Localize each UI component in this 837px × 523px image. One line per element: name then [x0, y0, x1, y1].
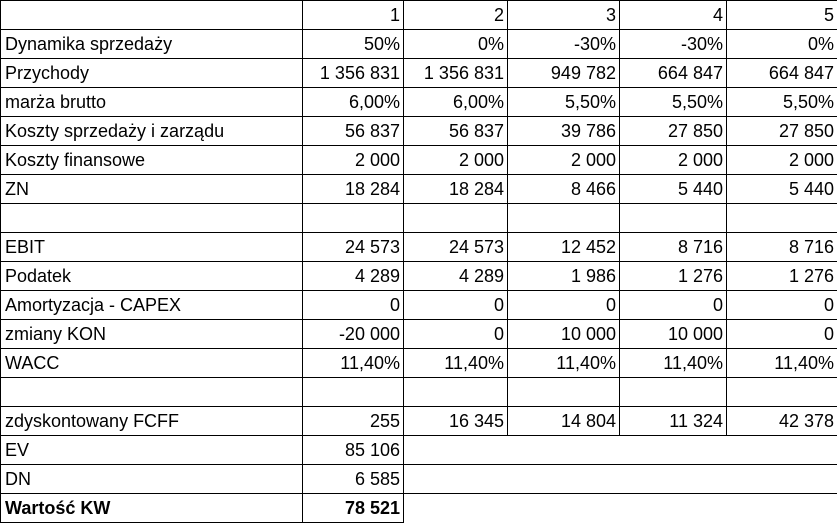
- value-cell[interactable]: 664 847: [727, 59, 837, 88]
- value-cell[interactable]: 12 452: [508, 233, 620, 262]
- value-cell[interactable]: 0: [404, 320, 508, 349]
- value-cell[interactable]: 2 000: [508, 146, 620, 175]
- row-label-cell[interactable]: Przychody: [1, 59, 303, 88]
- value-cell[interactable]: [303, 378, 404, 407]
- value-cell[interactable]: 5,50%: [620, 88, 727, 117]
- value-cell[interactable]: 0%: [727, 30, 837, 59]
- table-row: [1, 378, 837, 407]
- value-cell[interactable]: 8 716: [727, 233, 837, 262]
- value-cell[interactable]: -30%: [508, 30, 620, 59]
- value-cell[interactable]: 949 782: [508, 59, 620, 88]
- summary-row: [1, 436, 837, 465]
- table-row: [1, 407, 837, 436]
- row-label-cell[interactable]: marża brutto: [1, 88, 303, 117]
- row-label-cell[interactable]: zdyskontowany FCFF: [1, 407, 303, 436]
- table-row: [1, 175, 837, 204]
- table-row: [1, 233, 837, 262]
- value-cell[interactable]: [727, 204, 837, 233]
- summary-value-cell[interactable]: 78 521: [303, 494, 404, 523]
- period-header-cell[interactable]: 4: [620, 1, 727, 30]
- summary-value-cell[interactable]: 6 585: [303, 465, 404, 494]
- value-cell[interactable]: 56 837: [404, 117, 508, 146]
- row-label-cell[interactable]: [1, 204, 303, 233]
- table-row: [1, 30, 837, 59]
- value-cell[interactable]: 0: [620, 291, 727, 320]
- value-cell[interactable]: 5,50%: [727, 88, 837, 117]
- value-cell[interactable]: 11 324: [620, 407, 727, 436]
- value-cell[interactable]: 664 847: [620, 59, 727, 88]
- value-cell[interactable]: [404, 204, 508, 233]
- value-cell[interactable]: [620, 378, 727, 407]
- value-cell[interactable]: 0: [404, 291, 508, 320]
- value-cell[interactable]: 27 850: [620, 117, 727, 146]
- table-row: [1, 204, 837, 233]
- row-label-cell[interactable]: Koszty finansowe: [1, 146, 303, 175]
- value-cell[interactable]: 14 804: [508, 407, 620, 436]
- value-cell[interactable]: 1 276: [620, 262, 727, 291]
- value-cell[interactable]: 16 345: [404, 407, 508, 436]
- value-cell[interactable]: 2 000: [303, 146, 404, 175]
- value-cell[interactable]: 5 440: [727, 175, 837, 204]
- value-cell[interactable]: [303, 204, 404, 233]
- value-cell[interactable]: 0: [508, 291, 620, 320]
- empty-area: [404, 465, 837, 494]
- value-cell[interactable]: 0: [727, 291, 837, 320]
- period-header-cell[interactable]: 3: [508, 1, 620, 30]
- table-row: [1, 349, 837, 378]
- value-cell[interactable]: 11,40%: [727, 349, 837, 378]
- row-label-cell[interactable]: Amortyzacja - CAPEX: [1, 291, 303, 320]
- value-cell[interactable]: 8 466: [508, 175, 620, 204]
- value-cell[interactable]: 1 356 831: [404, 59, 508, 88]
- period-header-cell[interactable]: 2: [404, 1, 508, 30]
- row-label-cell[interactable]: [1, 378, 303, 407]
- value-cell[interactable]: 255: [303, 407, 404, 436]
- header-label-cell[interactable]: [1, 1, 303, 30]
- value-cell[interactable]: 0: [303, 291, 404, 320]
- summary-row: [1, 465, 837, 494]
- value-cell[interactable]: [620, 204, 727, 233]
- value-cell[interactable]: 11,40%: [508, 349, 620, 378]
- value-cell[interactable]: 8 716: [620, 233, 727, 262]
- row-label-cell[interactable]: ZN: [1, 175, 303, 204]
- value-cell[interactable]: [404, 378, 508, 407]
- row-label-cell[interactable]: zmiany KON: [1, 320, 303, 349]
- value-cell[interactable]: 11,40%: [404, 349, 508, 378]
- row-label-cell[interactable]: WACC: [1, 349, 303, 378]
- value-cell[interactable]: 4 289: [303, 262, 404, 291]
- value-cell[interactable]: 2 000: [727, 146, 837, 175]
- value-cell[interactable]: 10 000: [620, 320, 727, 349]
- value-cell[interactable]: 50%: [303, 30, 404, 59]
- value-cell[interactable]: 6,00%: [303, 88, 404, 117]
- value-cell[interactable]: 0%: [404, 30, 508, 59]
- value-cell[interactable]: 11,40%: [620, 349, 727, 378]
- value-cell[interactable]: 5 440: [620, 175, 727, 204]
- row-label-cell[interactable]: EBIT: [1, 233, 303, 262]
- value-cell[interactable]: [508, 204, 620, 233]
- summary-label-cell[interactable]: EV: [1, 436, 303, 465]
- empty-area: [404, 494, 837, 523]
- value-cell[interactable]: 11,40%: [303, 349, 404, 378]
- value-cell[interactable]: 1 986: [508, 262, 620, 291]
- period-header-cell[interactable]: 1: [303, 1, 404, 30]
- value-cell[interactable]: 18 284: [303, 175, 404, 204]
- empty-area: [404, 436, 837, 465]
- value-cell[interactable]: -30%: [620, 30, 727, 59]
- value-cell[interactable]: 1 276: [727, 262, 837, 291]
- value-cell[interactable]: 18 284: [404, 175, 508, 204]
- value-cell[interactable]: 0: [727, 320, 837, 349]
- value-cell[interactable]: 27 850: [727, 117, 837, 146]
- table-row: [1, 291, 837, 320]
- value-cell[interactable]: 42 378: [727, 407, 837, 436]
- value-cell[interactable]: 56 837: [303, 117, 404, 146]
- row-label-cell[interactable]: Podatek: [1, 262, 303, 291]
- summary-row: [1, 494, 837, 523]
- value-cell[interactable]: [727, 378, 837, 407]
- value-cell[interactable]: 4 289: [404, 262, 508, 291]
- summary-label-cell[interactable]: DN: [1, 465, 303, 494]
- value-cell[interactable]: 24 573: [303, 233, 404, 262]
- header-row: [1, 1, 837, 30]
- table-row: [1, 88, 837, 117]
- table-row: [1, 146, 837, 175]
- value-cell[interactable]: 39 786: [508, 117, 620, 146]
- value-cell[interactable]: 2 000: [620, 146, 727, 175]
- row-label-cell[interactable]: Dynamika sprzedaży: [1, 30, 303, 59]
- summary-label-cell[interactable]: Wartość KW: [1, 494, 303, 523]
- period-header-cell[interactable]: 5: [727, 1, 837, 30]
- value-cell[interactable]: 5,50%: [508, 88, 620, 117]
- table-row: [1, 59, 837, 88]
- table-row: [1, 262, 837, 291]
- value-cell[interactable]: 24 573: [404, 233, 508, 262]
- value-cell[interactable]: [508, 378, 620, 407]
- value-cell[interactable]: 6,00%: [404, 88, 508, 117]
- summary-value-cell[interactable]: 85 106: [303, 436, 404, 465]
- value-cell[interactable]: 10 000: [508, 320, 620, 349]
- value-cell[interactable]: 1 356 831: [303, 59, 404, 88]
- value-cell[interactable]: -20 000: [303, 320, 404, 349]
- value-cell[interactable]: 2 000: [404, 146, 508, 175]
- table-row: [1, 117, 837, 146]
- table-row: [1, 320, 837, 349]
- row-label-cell[interactable]: Koszty sprzedaży i zarządu: [1, 117, 303, 146]
